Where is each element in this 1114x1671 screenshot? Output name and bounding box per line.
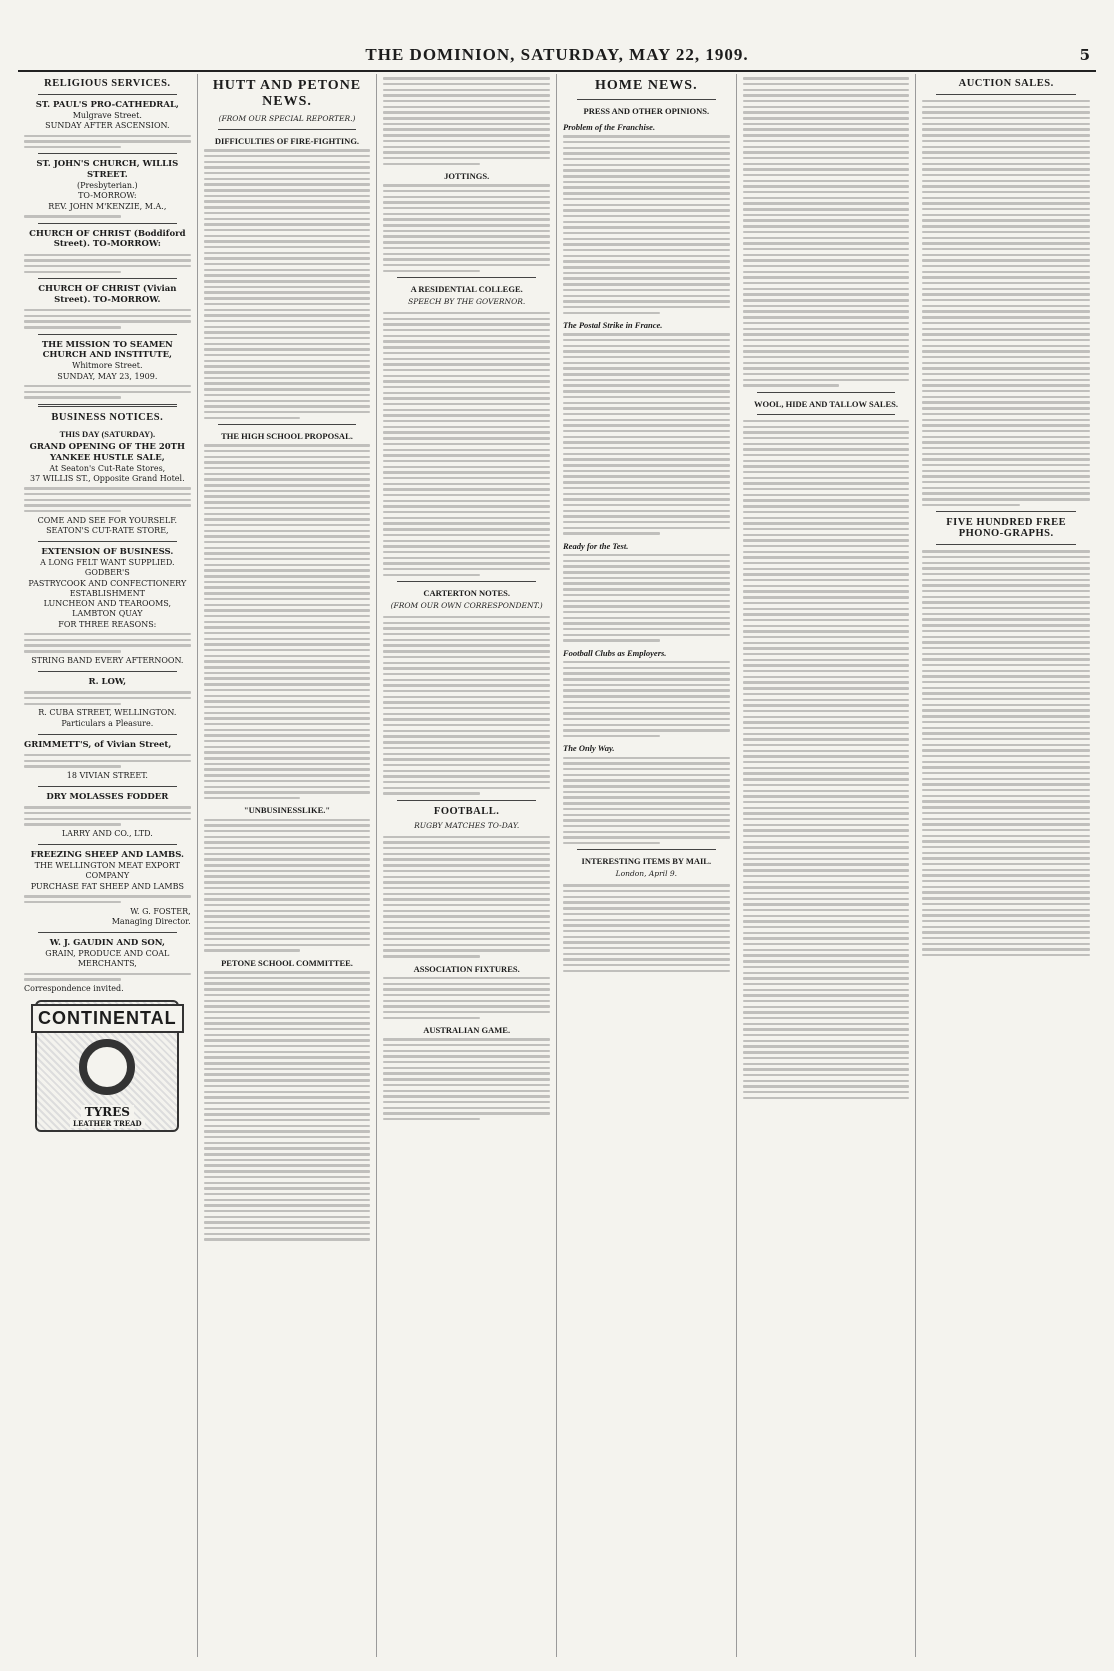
ad-r-low-title: R. LOW, bbox=[88, 677, 127, 688]
article-text bbox=[743, 77, 910, 387]
ad-st-pauls bbox=[24, 100, 191, 148]
ad-grimmetts-line1: 18 VIVIAN STREET. bbox=[66, 770, 148, 780]
ad-freezing-line3: W. G. FOSTER, bbox=[130, 906, 191, 916]
ad-freezing-line4: Managing Director. bbox=[111, 916, 191, 926]
ad-freezing-sheep bbox=[24, 850, 191, 927]
ad-gaudin-line1: GRAIN, PRODUCE AND COAL MERCHANTS, bbox=[45, 948, 170, 969]
ad-st-johns-line3: REV. JOHN M'KENZIE, M.A., bbox=[48, 201, 167, 211]
logo-continental-text: CONTINENTAL bbox=[31, 1004, 184, 1033]
ad-molasses-title: DRY MOLASSES FODDER bbox=[46, 792, 169, 803]
ad-freezing-line1: THE WELLINGTON MEAT EXPORT COMPANY bbox=[34, 861, 180, 881]
ad-st-johns-line1: (Presbyterian.) bbox=[76, 181, 138, 191]
tyre-icon bbox=[79, 1039, 135, 1095]
ad-godbers-line7: STRING BAND EVERY AFTERNOON. bbox=[31, 655, 184, 665]
ad-church-of-christ-boddiford bbox=[24, 229, 191, 274]
australian-game-heading: AUSTRALIAN GAME. bbox=[423, 1025, 511, 1036]
article-text bbox=[922, 550, 1090, 956]
carterton-sub: (FROM OUR OWN CORRESPONDENT.) bbox=[390, 601, 543, 611]
football-clubs-heading: Football Clubs as Employers. bbox=[563, 647, 667, 658]
article-text bbox=[204, 971, 371, 1241]
ad-freezing-line2: PURCHASE FAT SHEEP AND LAMBS bbox=[30, 881, 184, 891]
jottings-heading: JOTTINGS. bbox=[444, 171, 490, 181]
rugby-sub: RUGBY MATCHES TO-DAY. bbox=[414, 820, 520, 830]
home-news-heading: HOME NEWS. bbox=[595, 78, 698, 93]
article-text bbox=[563, 333, 730, 534]
ad-st-johns bbox=[24, 159, 191, 217]
column-2 bbox=[198, 74, 378, 1657]
ad-yankee-title: GRAND OPENING OF THE 20TH YANKEE HUSTLE SALE, bbox=[29, 441, 186, 463]
unbusinesslike-heading: "UNBUSINESSLIKE." bbox=[243, 805, 331, 816]
ready-for-test-heading: Ready for the Test. bbox=[563, 540, 629, 551]
article-text bbox=[563, 757, 730, 845]
ad-church-boddiford-title: CHURCH OF CHRIST (Boddiford Street). TO-MORROW: bbox=[29, 228, 186, 250]
ad-gaudin bbox=[24, 938, 191, 994]
ad-r-low bbox=[24, 677, 191, 729]
article-text bbox=[383, 77, 550, 165]
ad-godbers-line4: LUNCHEON AND TEAROOMS, bbox=[43, 599, 172, 609]
ad-freezing-title: FREEZING SHEEP AND LAMBS. bbox=[30, 850, 184, 861]
only-way-heading: The Only Way. bbox=[563, 743, 615, 754]
business-notices-heading: BUSINESS NOTICES. bbox=[51, 411, 164, 423]
ad-mission-line2: SUNDAY, MAY 23, 1909. bbox=[57, 371, 158, 381]
ad-grimmetts bbox=[24, 740, 191, 781]
article-text bbox=[204, 444, 371, 799]
ad-yankee-line2: 37 WILLIS ST., Opposite Grand Hotel. bbox=[30, 473, 185, 483]
ad-mission-line1: Whitmore Street. bbox=[72, 361, 143, 371]
article-text bbox=[563, 135, 730, 314]
ad-r-low-line2: Particulars a Pleasure. bbox=[61, 718, 154, 728]
ad-yankee-line4: SEATON'S CUT-RATE STORE, bbox=[46, 526, 169, 536]
ad-st-pauls-title: ST. PAUL'S PRO-CATHEDRAL, bbox=[35, 100, 179, 110]
hutt-petone-sub: (FROM OUR SPECIAL REPORTER.) bbox=[218, 114, 356, 123]
free-phonographs-heading: FIVE HUNDRED FREE PHONO-GRAPHS. bbox=[946, 517, 1067, 540]
article-text bbox=[383, 836, 550, 958]
column-3 bbox=[377, 74, 557, 1657]
article-text bbox=[922, 100, 1090, 506]
this-day-label: THIS DAY (SATURDAY). bbox=[59, 428, 156, 439]
religious-services-heading: RELIGIOUS SERVICES. bbox=[44, 78, 171, 89]
logo-tyres-text: TYRES bbox=[81, 1105, 134, 1119]
article-text bbox=[383, 616, 550, 795]
ad-st-johns-line2: TO-MORROW: bbox=[78, 191, 137, 201]
article-text bbox=[563, 554, 730, 642]
article-text bbox=[383, 977, 550, 1019]
franchise-heading: Problem of the Franchise. bbox=[563, 122, 656, 132]
column-1 bbox=[18, 74, 198, 1657]
london-dateline: London, April 9. bbox=[615, 869, 678, 879]
continental-tyres-logo bbox=[35, 1000, 179, 1132]
press-opinions-sub: PRESS AND OTHER OPINIONS. bbox=[583, 106, 710, 116]
ad-molasses-line1: LARRY AND CO., LTD. bbox=[61, 829, 153, 839]
ad-godbers-line5: LAMBTON QUAY bbox=[72, 609, 143, 619]
hutt-petone-heading: HUTT AND PETONE NEWS. bbox=[212, 78, 362, 109]
petone-school-committee-heading: PETONE SCHOOL COMMITTEE. bbox=[221, 957, 353, 968]
page-number: 5 bbox=[1079, 46, 1090, 64]
residential-college-heading: A RESIDENTIAL COLLEGE. bbox=[410, 284, 523, 294]
ad-yankee-line3: COME AND SEE FOR YOURSELF. bbox=[37, 515, 178, 525]
ad-gaudin-title: W. J. GAUDIN AND SON, bbox=[49, 938, 165, 949]
column-5 bbox=[737, 74, 917, 1657]
governor-speech-sub: SPEECH BY THE GOVERNOR. bbox=[408, 297, 526, 306]
ad-mission-to-seamen bbox=[24, 340, 191, 399]
article-text bbox=[204, 149, 371, 419]
ad-yankee-line1: At Seaton's Cut-Rate Stores, bbox=[49, 463, 166, 473]
auction-sales-heading: AUCTION SALES. bbox=[958, 78, 1054, 89]
ad-godbers-line1: A LONG FELT WANT SUPPLIED. bbox=[40, 558, 175, 568]
ad-godbers-line3: PASTRYCOOK AND CONFECTIONERY ESTABLISHMENT bbox=[28, 578, 187, 598]
masthead-title: THE DOMINION, SATURDAY, MAY 22, 1909. bbox=[365, 45, 749, 64]
column-6 bbox=[916, 74, 1096, 1657]
article-text bbox=[563, 884, 730, 972]
ad-r-low-line1: R. CUBA STREET, WELLINGTON. bbox=[38, 708, 177, 718]
wool-hide-tallow-heading: WOOL, HIDE AND TALLOW SALES. bbox=[753, 398, 899, 409]
association-fixtures-heading: ASSOCIATION FIXTURES. bbox=[413, 963, 520, 974]
interesting-items-heading: INTERESTING ITEMS BY MAIL. bbox=[581, 856, 712, 867]
ad-church-vivian-title: CHURCH OF CHRIST (Vivian Street). TO-MORROW. bbox=[38, 284, 177, 305]
article-text bbox=[563, 661, 730, 737]
ad-mission-title: THE MISSION TO SEAMEN CHURCH AND INSTITUTE, bbox=[41, 339, 173, 361]
article-text bbox=[383, 184, 550, 272]
ad-gaudin-line2: Correspondence invited. bbox=[24, 984, 124, 994]
ad-godbers-line2: GODBER'S bbox=[84, 568, 130, 578]
ad-st-johns-title: ST. JOHN'S CHURCH, WILLIS STREET. bbox=[36, 159, 179, 181]
logo-leather-tread-text: LEATHER TREAD bbox=[70, 1119, 145, 1128]
fire-fighting-heading: DIFFICULTIES OF FIRE-FIGHTING. bbox=[214, 136, 360, 146]
high-school-heading: THE HIGH SCHOOL PROPOSAL. bbox=[221, 431, 353, 441]
carterton-notes-heading: CARTERTON NOTES. bbox=[423, 588, 510, 599]
ad-st-pauls-line1: Mulgrave Street. bbox=[72, 110, 142, 120]
ad-grimmetts-title: GRIMMETT'S, of Vivian Street, bbox=[24, 739, 172, 750]
column-4 bbox=[557, 74, 737, 1657]
ad-yankee-hustle-sale bbox=[24, 442, 191, 536]
article-text bbox=[383, 312, 550, 576]
article-text bbox=[743, 420, 910, 1099]
ad-godbers-title: EXTENSION OF BUSINESS. bbox=[41, 547, 174, 558]
postal-strike-heading: The Postal Strike in France. bbox=[563, 320, 663, 330]
ad-godbers-line6: FOR THREE REASONS: bbox=[58, 619, 157, 629]
masthead bbox=[18, 40, 1096, 72]
football-heading: FOOTBALL. bbox=[433, 805, 500, 817]
ad-dry-molasses bbox=[24, 792, 191, 839]
columns bbox=[18, 74, 1096, 1657]
ad-st-pauls-line2: SUNDAY AFTER ASCENSION. bbox=[45, 121, 170, 131]
article-text bbox=[204, 819, 371, 952]
ad-godbers bbox=[24, 547, 191, 666]
ad-church-of-christ-vivian bbox=[24, 284, 191, 329]
article-text bbox=[383, 1038, 550, 1120]
